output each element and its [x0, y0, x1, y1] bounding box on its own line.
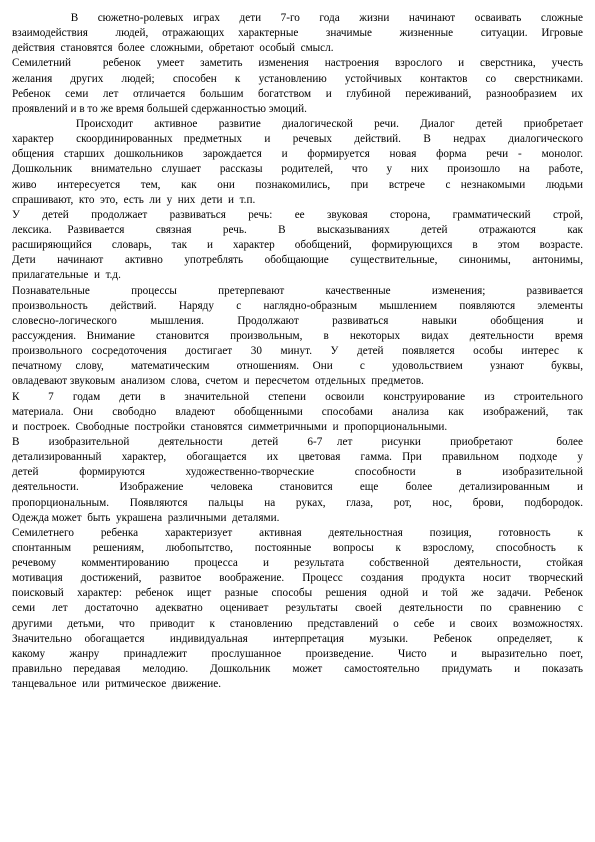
text-line: В изобразительной деятельности детей 6-7 лет рисунки приобретают более	[12, 435, 583, 448]
text-line: рассуждения. Внимание становится произвольным, в некоторых видах деятельности время	[12, 329, 583, 342]
text-line: желания других людей; способен к установлению устойчивых контактов со сверстниками.	[12, 72, 583, 85]
text-line: Дети начинают активно употреблять обобщающие существительные, синонимы, антонимы,	[12, 254, 583, 267]
text-line: К 7 годам дети в значительной степени освоили конструирование из строительного	[12, 390, 583, 403]
text-line: Происходит активное развитие диалогической речи. Диалог детей приобретает	[12, 117, 583, 130]
text-line: семи лет достаточно адекватно оценивает результаты своей деятельности по сравнению с	[12, 602, 583, 615]
text-line: Познавательные процессы претерпевают качественные изменения; развивается	[12, 284, 583, 297]
text-line: детей формируются художественно-творческие способности в изобразительной	[12, 466, 583, 479]
text-line: лексика. Развивается связная речь. В высказываниях детей отражаются как	[12, 223, 583, 236]
text-line: правильно передавая мелодию. Дошкольник может самостоятельно придумать и показать	[12, 663, 583, 676]
text-line: речевому комментированию процесса и результата собственной деятельности, стойкая	[12, 557, 583, 570]
text-line: произвольного сосредоточения достигает 30 минут. У детей появляется особы интерес к	[12, 345, 583, 358]
text-line: У детей продолжает развиваться речь: ее звуковая сторона, грамматический строй,	[12, 208, 583, 221]
text-line: характер скоординированных предметных и речевых действий. В недрах диалогического	[12, 133, 583, 146]
text-line: овладевают звуковым анализом слова, счетом и пересчетом отдельных предметов.	[12, 375, 424, 388]
text-line: Ребенок семи лет отличается большим богатством и глубиной переживаний, разнообразием их	[12, 87, 583, 100]
text-line: Семилетний ребенок умеет заметить изменения настроения взрослого и сверстника, учесть	[12, 57, 583, 70]
text-line: мотивация достижений, развитое воображение. Процесс создания продукта носит творческий	[12, 572, 583, 585]
text-line: поисковый характер: ребенок ищет разные способы решения одной и той же задачи. Ребенок	[12, 587, 583, 600]
text-line: расширяющийся словарь, так и характер обобщений, формирующихся в этом возрасте.	[12, 239, 583, 252]
text-line: В сюжетно-ролевых играх дети 7-го года жизни начинают осваивать сложные	[12, 12, 583, 24]
text-line: живо интересуется тем, как они познакомились, при встрече с незнакомыми людьми	[12, 178, 583, 191]
text-line: спрашивают, кто это, есть ли у них дети и т.п.	[12, 193, 256, 206]
text-line: словесно-логического мышления. Продолжают развиваться навыки обобщения и	[12, 314, 583, 327]
text-line: спонтанным решениям, любопытство, постоянные вопросы к взрослому, способность к	[12, 541, 583, 554]
text-line: Семилетнего ребенка характеризует активная деятельностная позиция, готовность к	[12, 526, 583, 539]
text-line: какому жанру принадлежит прослушанное произведение. Чисто и выразительно поет,	[12, 647, 583, 660]
text-line: материала. Они свободно владеют обобщенными способами анализа как изображений, так	[12, 405, 583, 418]
text-line: общения старших дошкольников зарождается и формируется новая форма речи - монолог.	[12, 148, 583, 161]
text-line: взаимодействия людей, отражающих характерные значимые жизненные ситуации. Игровые	[12, 27, 583, 40]
text-line: деятельности. Изображение человека становится еще более детализированным и	[12, 481, 583, 494]
document-body-text	[12, 11, 583, 692]
text-line: Одежда может быть украшена различными деталями.	[12, 511, 280, 524]
text-line: произвольность действий. Наряду с наглядно-образным мышлением появляются элементы	[12, 299, 583, 312]
text-line: и построек. Свободные постройки становятся симметричными и пропорциональными.	[12, 420, 448, 433]
text-line: танцевальное или ритмическое движение.	[12, 678, 222, 691]
text-line: детализированный характер, обогащается их цветовая гамма. При правильном подходе у	[12, 451, 583, 464]
text-line: Дошкольник внимательно слушает рассказы родителей, что у них произошло на работе,	[12, 163, 583, 176]
text-line: прилагательные и т.д.	[12, 269, 121, 282]
text-line: печатному слову, математическим отношениям. Они с удовольствием узнают буквы,	[12, 360, 583, 373]
text-line: проявлений и в то же время большей сдержанностью эмоций.	[12, 102, 307, 115]
text-line: Значительно обогащается индивидуальная интерпретация музыки. Ребенок определяет, к	[12, 632, 583, 645]
text-line: действия становятся более сложными, обретают особый смысл.	[12, 42, 334, 55]
text-line: пропорциональным. Появляются пальцы на руках, глаза, рот, нос, брови, подбородок.	[12, 496, 583, 509]
text-line: другими детьми, что приводит к становлению представлений о себе и своих возможностях.	[12, 617, 583, 630]
